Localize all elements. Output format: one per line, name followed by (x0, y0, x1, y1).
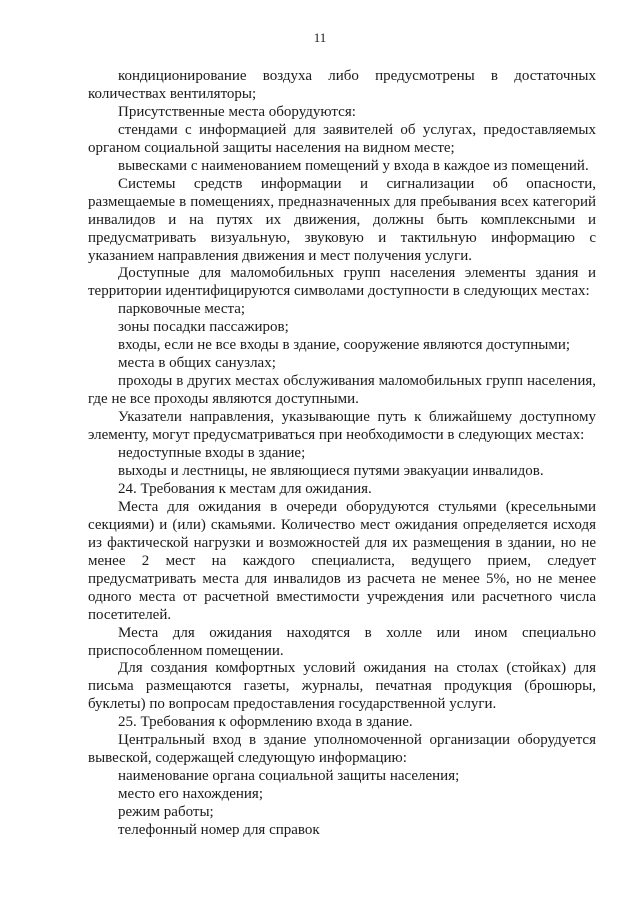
document-body (88, 68, 596, 840)
paragraph: стендами с информацией для заявителей об услугах, предоставляемых органом социальной защиты населения на видном месте; (88, 121, 596, 156)
list-item: зоны посадки пассажиров; (118, 319, 289, 336)
list-item: недоступные входы в здание; (118, 445, 306, 462)
paragraph: Присутственные места оборудуются: (118, 103, 356, 120)
paragraph: Указатели направления, указывающие путь к ближайшему доступному элементу, могут предусматриваться при необходимости в следующих местах: (88, 409, 596, 444)
paragraph: кондиционирование воздуха либо предусмотрены в достаточных количествах вентиляторы; (88, 68, 596, 102)
list-item: место его нахождения; (118, 786, 263, 803)
list-item: выходы и лестницы, не являющиеся путями эвакуации инвалидов. (118, 462, 544, 479)
paragraph: Места для ожидания в очереди оборудуются стульями (кресельными секциями) и (или) скамьями. Количество мест ожидания определяется исходя из фактической нагрузки и возможностей для их размещения в здании, но не менее 2 мест на каждого специалиста, ведущего прием, следует предусматривать места для инвалидов из расчета не менее 5%, но не менее одного места от расчетной вместимости учреждения или расчетного числа посетителей. (88, 498, 596, 623)
list-item: телефонный номер для справок (118, 822, 320, 839)
list-item: места в общих санузлах; (118, 355, 276, 372)
list-item: входы, если не все входы в здание, сооружение являются доступными; (118, 337, 571, 354)
list-item: проходы в других местах обслуживания маломобильных групп населения, где не все проходы являются доступными. (88, 373, 596, 408)
paragraph: Доступные для маломобильных групп населения элементы здания и территории идентифицируются символами доступности в следующих местах: (88, 265, 596, 300)
paragraph: Центральный вход в здание уполномоченной организации оборудуется вывеской, содержащей следующую информацию: (88, 732, 596, 767)
list-item: парковочные места; (118, 301, 246, 318)
paragraph: Места для ожидания находятся в холле или ином специально приспособленном помещении. (88, 624, 596, 659)
list-item: режим работы; (118, 804, 214, 821)
section-heading: 25. Требования к оформлению входа в здание. (118, 714, 413, 731)
paragraph: Для создания комфортных условий ожидания на столах (стойках) для письма размещаются газеты, журналы, печатная продукция (брошюры, буклеты) по вопросам предоставления государственной услуги. (88, 660, 596, 713)
list-item: наименование органа социальной защиты населения; (118, 768, 460, 785)
section-heading: 24. Требования к местам для ожидания. (118, 480, 372, 497)
page-number: 11 (313, 30, 327, 45)
paragraph: Системы средств информации и сигнализации об опасности, размещаемые в помещениях, предназначенных для пребывания всех категорий инвалидов и на путях их движения, должны быть комплексными и предусматривать визуальную, звуковую и тактильную информацию с указанием направления движения и мест получения услуги. (88, 175, 596, 264)
paragraph: вывесками с наименованием помещений у входа в каждое из помещений. (118, 157, 589, 174)
